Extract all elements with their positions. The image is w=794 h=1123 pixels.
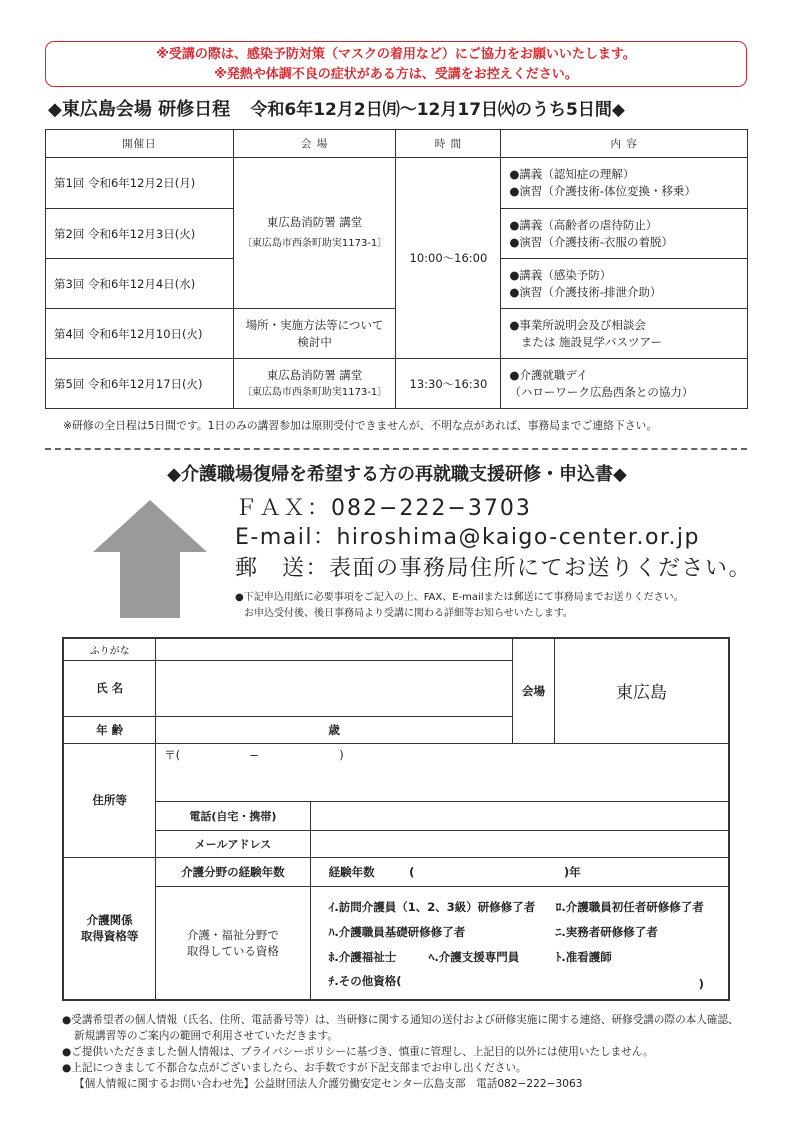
privacy-line-3: ●ご提供いただきました個人情報は、プライバシーポリシーに基づき、慎重に管理し、上記目的以外には使用いたしません。 — [62, 1046, 654, 1058]
col-venue: 会 場 — [233, 130, 396, 158]
notice-line-1: ※受講の際は、感染予防対策（マスクの着用など）にご協力をお願いいたします。 — [156, 47, 636, 62]
venue-cell-a — [233, 158, 396, 309]
postal-code: 〒( − ) — [164, 747, 344, 762]
name-field[interactable] — [156, 660, 513, 716]
up-arrow-icon — [93, 500, 207, 618]
experience-field[interactable]: 経験年数 ( )年 — [310, 857, 729, 886]
table-row — [46, 359, 748, 409]
cert-option-ha[interactable]: ﾊ.介護職員基礎研修修了者 — [328, 924, 466, 939]
cert-option-chi-close: ) — [698, 976, 704, 991]
application-note-2: お申込受付後、後日事務局より受講に関わる詳細等お知らせいたします。 — [244, 608, 573, 619]
application-form — [62, 637, 730, 1001]
schedule-table — [45, 129, 748, 409]
postal-field[interactable] — [156, 743, 729, 801]
phone-label: 電話(自宅・携帯) — [156, 801, 310, 830]
time-cell-a: 10:00〜16:00 — [396, 158, 501, 359]
furigana-label: ふりがな — [63, 638, 156, 660]
schedule-heading-venue: ◆東広島会場 研修日程 — [48, 99, 231, 120]
email-label: メールアドレス — [156, 830, 310, 857]
cert-option-ni[interactable]: ﾆ.実務者研修修了者 — [555, 924, 658, 939]
notice-box — [45, 41, 747, 87]
venue-name: 東広島消防署 講堂 — [266, 215, 363, 229]
session-content — [501, 259, 748, 309]
email-row — [63, 830, 729, 857]
content-line: ●講義（高齢者の虐待防止） — [509, 217, 658, 232]
content-line: ●演習（介護技術-体位変換・移乗） — [509, 184, 697, 198]
application-note-1: ●下記申込用紙に必要事項をご記入の上、FAX、E-mailまたは郵送にて事務局までお送りください。 — [235, 592, 684, 603]
email-address: E-mail：hiroshima@kaigo-center.or.jp — [235, 525, 701, 550]
phone-row — [63, 801, 729, 830]
session-date: 第4回 令和6年12月10日(火) — [46, 309, 234, 359]
session-date: 第2回 令和6年12月3日(火) — [46, 209, 234, 259]
experience-row — [63, 857, 729, 886]
fax-number: ＦＡＸ：082−222−3703 — [235, 496, 532, 521]
content-line: ●介護就職デイ — [509, 367, 588, 382]
venue-address: 〔東広島市西条町助実1173-1〕 — [241, 238, 388, 249]
phone-field[interactable] — [310, 801, 729, 830]
email-field[interactable] — [310, 830, 729, 857]
privacy-contact: 【個人情報に関するお問い合わせ先】公益財団法人介護労働安定センター広島支部 電話082−222−3063 — [74, 1078, 583, 1090]
qual-section-line: 介護関係 — [86, 913, 133, 927]
schedule-header-row — [46, 130, 748, 158]
cert-label-line: 取得している資格 — [186, 943, 279, 958]
session-date: 第1回 令和6年12月2日(月) — [46, 158, 234, 209]
certification-row — [63, 886, 729, 1000]
qual-section-line: 取得資格等 — [80, 929, 139, 943]
cert-label-line: 介護・福祉分野で — [186, 927, 279, 942]
content-line: ●演習（介護技術-衣服の着脱） — [509, 234, 674, 249]
age-field[interactable] — [156, 716, 513, 743]
privacy-line-4: ●上記につきまして不都合な点がございましたら、お手数ですが下記支部までお申し出ください。 — [62, 1062, 527, 1074]
furigana-field[interactable] — [156, 638, 513, 660]
content-line: ●演習（介護技術-排泄介助） — [509, 284, 662, 299]
privacy-line-2: 新規講習等のご案内の範囲で利用させていただきます。 — [74, 1030, 338, 1042]
content-line: ●講義（認知症の理解） — [509, 167, 635, 181]
experience-label: 介護分野の経験年数 — [156, 857, 310, 886]
notice-line-2: ※発熱や体調不良の症状がある方は、受講をお控えください。 — [214, 67, 578, 82]
qualification-section — [63, 857, 156, 1000]
name-label: 氏 名 — [63, 660, 156, 716]
address-label: 住所等 — [63, 743, 156, 857]
cert-option-ro[interactable]: ﾛ.介護職員初任者研修修了者 — [555, 899, 704, 914]
venue-cell-b — [233, 309, 396, 359]
venue-value: 東広島 — [554, 638, 729, 743]
session-content — [501, 209, 748, 259]
age-unit: 歳 — [328, 722, 340, 737]
application-title: ◆介護職場復帰を希望する方の再就職支援研修・申込書◆ — [167, 464, 627, 485]
cert-option-i[interactable]: ｲ.訪問介護員（1、2、3級）研修修了者 — [328, 899, 536, 914]
time-cell-b: 13:30〜16:30 — [396, 359, 501, 409]
cert-option-ho[interactable]: ﾎ.介護福祉士 — [328, 949, 397, 964]
content-line: または 施設見学バスツアー — [509, 334, 663, 349]
venue-label: 会場 — [513, 638, 555, 743]
venue-cell-c — [233, 359, 396, 409]
cert-option-chi[interactable]: ﾁ.その他資格( — [328, 973, 402, 988]
schedule-heading-period: 令和6年12月2日㈪〜12月17日㈫のうち5日間◆ — [250, 100, 625, 120]
venue-tbd-line: 場所・実施方法等について — [245, 317, 384, 332]
certification-options — [310, 886, 729, 1000]
content-line: （ハローワーク広島西条との協力） — [509, 384, 694, 399]
cert-option-to[interactable]: ﾄ.准看護師 — [555, 949, 612, 964]
privacy-line-1: ●受講希望者の個人情報（氏名、住所、電話番号等）は、当研修に関する通知の送付および研修実施に関する連絡、研修受講の際の本人確認、 — [62, 1014, 739, 1026]
schedule-heading — [48, 98, 625, 122]
cert-option-he[interactable]: ﾍ.介護支援専門員 — [428, 949, 520, 964]
session-content — [501, 359, 748, 409]
age-label: 年 齢 — [63, 716, 156, 743]
mail-instruction: 郵 送：表面の事務局住所にてお送りください。 — [235, 556, 753, 581]
session-content — [501, 158, 748, 209]
session-date: 第5回 令和6年12月17日(火) — [46, 359, 234, 409]
table-row — [46, 158, 748, 209]
content-line: ●講義（感染予防） — [509, 267, 612, 282]
venue-address: 〔東広島市西条町助実1173-1〕 — [241, 386, 388, 398]
furigana-row — [63, 638, 729, 660]
venue-name: 東広島消防署 講堂 — [266, 367, 363, 382]
session-content — [501, 309, 748, 359]
col-time: 時 間 — [396, 130, 501, 158]
certification-label — [156, 886, 310, 1000]
content-line: ●事業所説明会及び相談会 — [509, 317, 646, 332]
session-date: 第3回 令和6年12月4日(水) — [46, 259, 234, 309]
col-date: 開催日 — [46, 130, 234, 158]
venue-tbd-line: 検討中 — [297, 334, 332, 349]
schedule-note: ※研修の全日程は5日間です。1日のみの講習参加は原則受付できませんが、不明な点があれば、事務局までご連絡下さい。 — [63, 419, 658, 432]
postal-row — [63, 743, 729, 801]
col-content: 内 容 — [501, 130, 748, 158]
cut-line — [45, 448, 747, 450]
